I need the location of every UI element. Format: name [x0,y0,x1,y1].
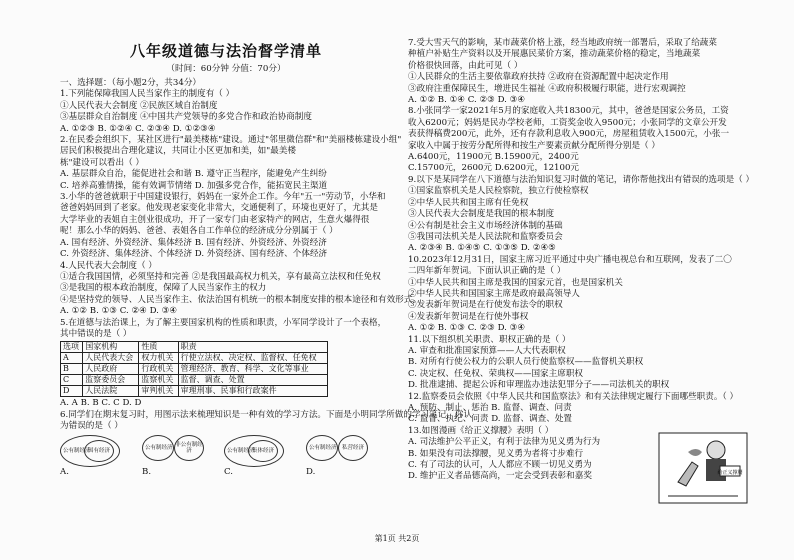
right-lines-text-line: ③人民代表大会制度是我国的根本制度 [408,209,555,220]
table-header-cell: 国家机构 [83,342,139,353]
table-cell: 行使立法权、决定权、监督权、任免权 [178,353,327,364]
left-lines-text-line: 居民们积极提出合理化建议，共同让小区更加和美，如"最美楼 [60,146,296,157]
diagram-option [142,435,204,478]
diagram-outer-circle: 公有制经济 [60,435,120,467]
table-cell: 人民政府 [83,364,139,375]
table-cell: 行政机关 [139,364,178,375]
right-lines-text-line: ④公有制是社会主义市场经济体制的基础 [408,220,563,231]
diagram-option-label: A. [60,467,69,478]
table-cell: D [61,386,83,397]
right-lines-text-line: B. 对所有行使公权力的公职人员行使监察权——监督机关职权 [408,357,644,368]
left-lines-text-line: ①适合我国国情，必须坚持和完善 ②是我国最高权力机关，享有最高立法权和任免权 [60,271,381,282]
left-lines-text-line: 一、选择题：（每小题2分，共34分） [60,78,202,88]
right-lines-text-line: B. 如果没有司法撑腰，见义勇为者将寸步难行 [408,448,584,459]
left-lines-text-line: 1.下列能保障我国人民当家作主的制度有（ ） [60,89,235,100]
right-lines-text-line: 12.监察委员会依照《中华人民共和国监察法》和有关法律规定履行下面哪些职责。（ ） [408,391,739,402]
cartoon-caption: 给正义撑腰 [717,470,743,476]
right-lines-text-line: A. 预防、制止、惩治 B. 监督、调查、问责 [408,403,572,413]
table-cell: 审理刑事、民事和行政案件 [178,386,327,397]
left-after-text-line: 6.同学们在期末复习时，用图示法来梳理知识是一种有效的学习方法。下面是小明同学所做的学习笔记，你认 [60,409,473,420]
left-lines-text-line: 大学毕业的表姐自主创业很成功，开了一家专门由老家特产的网店，生意火爆得很 [60,214,370,225]
diagram-option [60,435,122,478]
table-header-cell: 选项 [61,342,83,353]
right-lines-text-line: C. 决定权、任免权、荣典权——国家主席职权 [408,368,584,379]
left-lines-text-line: ③是我国的根本政治制度，保障了人民当家作主的权力 [60,283,267,294]
right-lines-text-line: 种植户补贴生产资料以及开展惠民菜价方案，推动蔬菜价格的稳定，当地蔬菜 [408,49,701,60]
left-after-text-line: 为错误的是（ ） [60,421,123,432]
right-lines-text-line: A. ①② B. ①④ C. ②③ D. ③④ [408,95,526,106]
page-subtitle: （时间：60分钟 分值：70分） [166,64,286,74]
right-lines-text-line: A. ①② B. ①③ C. ②③ D. ③④ [408,323,526,334]
left-lines-text-line: 3.小华的爸爸就职于中国建设银行，妈妈在一家外企工作。今年"五一"劳动节，小华和 [60,192,386,203]
right-lines-text-line: C. 有了司法的认可，人人都应不顾一切见义勇为 [408,460,592,471]
left-lines-text-line: A. 国有经济、外资经济、集体经济 B. 国有经济、外资经济、外资经济 [60,237,327,248]
right-lines-text-line: A. 审查和批准国家预算——人大代表职权 [408,345,566,356]
left-lines-text-line: 爸爸妈妈回到了老家。他发现老家变化非常大，交通便利了，环境也更好了，尤其是 [60,203,378,214]
right-lines-text-line: A. 司法维护公平正义，有利于法律为见义勇为行为 [408,437,601,448]
cartoon-illustration [658,432,748,504]
right-lines-text-line: ②中华人民共和国主席有任免权 [408,197,529,208]
page-title: 八年级道德与法治督学清单 [129,42,322,60]
right-lines-text-line: 家收入中属于按劳分配所得和按生产要素贡献分配所得分别是（ ） [408,140,660,151]
right-lines-text-line: ③政府注重保障民生，增进民生福祉 ④政府积极履行职能，进行宏观调控 [408,83,686,94]
diagram-inner-circle: 非公有制经济 [174,435,204,461]
right-lines-text-line: 10.2023年12月31日，国家主席习近平通过中央广播电视总台和互联网，发表了二〇 [408,254,732,265]
left-lines-text-line: ④是坚持党的领导、人民当家作主、依法治国有机统一的根本制度安排的根本途径和有效形式。 [60,294,421,305]
right-lines-text-line: 表获得稿费200元，此外，还有存款利息收入900元，房屋租赁收入1500元，小张一 [408,129,730,140]
right-lines-text-line: D. 维护正义者品德高尚，一定会受到表彰和嘉奖 [408,471,592,482]
right-lines-text-line: 13.如图漫画《给正义撑腰》表明（ ） [408,425,554,436]
left-after-text-line: A. A B. B C. C D. D [60,398,142,409]
diagram-inner-circle: 集体经济 [248,440,278,462]
right-lines-text-line: 8.小张同学一家2021年5月的家庭收入共18300元，其中，爸爸是国家公务员，工资 [408,106,729,117]
diagram-inner-circle: 国有经济 [84,440,114,462]
right-lines-text-line: ⑤我国司法机关是人民法院和监察委员会 [408,231,563,242]
left-lines-text-line: 4.人民代表大会制度（ ） [60,260,157,271]
left-lines-text-line: 其中错误的是（ ） [60,328,132,339]
left-lines-text-line: C. 培养高雅情操，能有效调节情绪 D. 加强多党合作，能拓宽民主渠道 [60,180,328,191]
table-cell: 审判机关 [139,386,178,397]
left-lines-text-line: ③基层群众自治制度 ④中国共产党领导的多党合作和政治协商制度 [60,112,312,123]
table-row [61,375,328,386]
diagram-outer-circle: 公有制经济 [306,435,338,461]
left-lines-text-line: C. 外资经济、集体经济、个体经济 D. 外资经济、国有经济、个体经济 [60,249,328,260]
diagram-option-label: C. [224,467,234,478]
right-column [408,38,760,483]
diagram-outer-circle: 公有制经济 [224,435,284,467]
left-lines-text-line: A. 基层群众自治，能促进社会和谐 B. 遵守正当程序，能避免产生纠纷 [60,169,327,180]
right-lines-text-line: C. 监督、执纪、问责 D. 监督、调查、处置 [408,414,573,425]
table-cell: 监督、调查、处置 [178,375,327,386]
right-lines-text-line: 11.以下组织机关职责、职权正确的是（ ） [408,334,571,345]
table-cell: 监察委员会 [83,375,139,386]
table-cell: 人民代表大会 [83,353,139,364]
table-cell: 监察机关 [139,375,178,386]
right-lines-text-line: C.15700元，2600元 D.6200元，12100元 [408,163,580,174]
diagram-option [306,435,368,478]
right-lines-text-line: 价格很快回落，由此可见（ ） [408,60,523,71]
table-cell: 管理经济、教育、科学、文化等事业 [178,364,327,375]
left-lines-text-line: 5.在道德与法治课上，为了解主要国家机构的性质和职责，小军同学设计了一个表格， [60,317,387,328]
table-row [61,386,328,397]
table-cell: C [61,375,83,386]
left-lines-text-line: ①人民代表大会制度 ②民族区域自治制度 [60,100,218,111]
right-lines-text-line: D. 批准逮捕、提起公诉和审理监办违法犯罪分子——司法机关的职权 [408,380,670,391]
table-cell: 人民法院 [83,386,139,397]
left-lines-text-line: 2.在民委会组织下，某社区进行"最美楼栋"建设。通过"邻里微信群"和"美丽楼栋建设小组" [60,135,402,146]
right-lines-text-line: 9.以下是某同学在八下道德与法治知识复习时做的笔记，请你帮他找出有错误的选项是（ ） [408,174,755,185]
diagram-option [224,435,286,478]
diagram-option-label: B. [142,467,152,478]
right-lines-text-line: 二四年新年贺词。下面认识正确的是（ ） [408,266,566,277]
left-lines-text-line: 呢！那么小华的妈妈、爸爸、表姐各自工作单位的经济成分分别属于（ ） [60,226,338,237]
right-lines-text-line: A. ②③④ B. ①④⑤ C. ①③⑤ D. ②④⑤ [408,243,556,254]
table-row [61,364,328,375]
question-table [60,341,328,397]
left-lines-text-line: A. ①② B. ①③ C. ②④ D. ③④ [60,306,178,317]
table-cell: A [61,353,83,364]
right-lines-text-line: ①人民群众的生活主要依靠政府扶持 ②政府在资源配置中起决定作用 [408,72,669,83]
table-cell: B [61,364,83,375]
right-lines-text-line: ①中华人民共和国主席是我国的国家元首，也是国家机关 [408,277,623,288]
right-lines-text-line: A.6400元，11900元 B.15900元，2400元 [408,152,579,163]
table-cell: 权力机关 [139,353,178,364]
right-lines-text-line: 7.受大雪天气的影响，某市蔬菜价格上涨，经当地政府统一部署后，采取了给蔬菜 [408,38,717,48]
right-lines-text-line: ①国家监察机关是人民检察院，独立行使检察权 [408,186,589,197]
right-lines-text-line: 收入6200元；妈妈是民办学校老师，工资奖金收入9500元；小张同学的文章公开发 [408,117,727,128]
diagram-outer-circle: 公有制经济 [142,435,174,461]
right-lines-text-line: ③发表新年贺词是在行使发布法令的职权 [408,300,563,311]
table-header-cell: 职责 [178,342,327,353]
page-footer: 第1页 共2页 [374,534,420,543]
right-lines-text-line: ④发表新年贺词是在行使外事权 [408,311,529,322]
right-lines-text-line: ②中华人民共和国国家主席是政府最高领导人 [408,288,580,299]
table-row [61,353,328,364]
left-lines-text-line: A. ①②③ B. ①②④ C. ②③④ D. ①②③④ [60,123,216,134]
table-header-cell: 性质 [139,342,178,353]
diagram-option-label: D. [306,467,316,478]
diagram-inner-circle: 私营经济 [338,435,368,461]
diagram-options [60,435,392,478]
left-lines-text-line: 栋"建设可以看出（ ） [60,157,145,168]
